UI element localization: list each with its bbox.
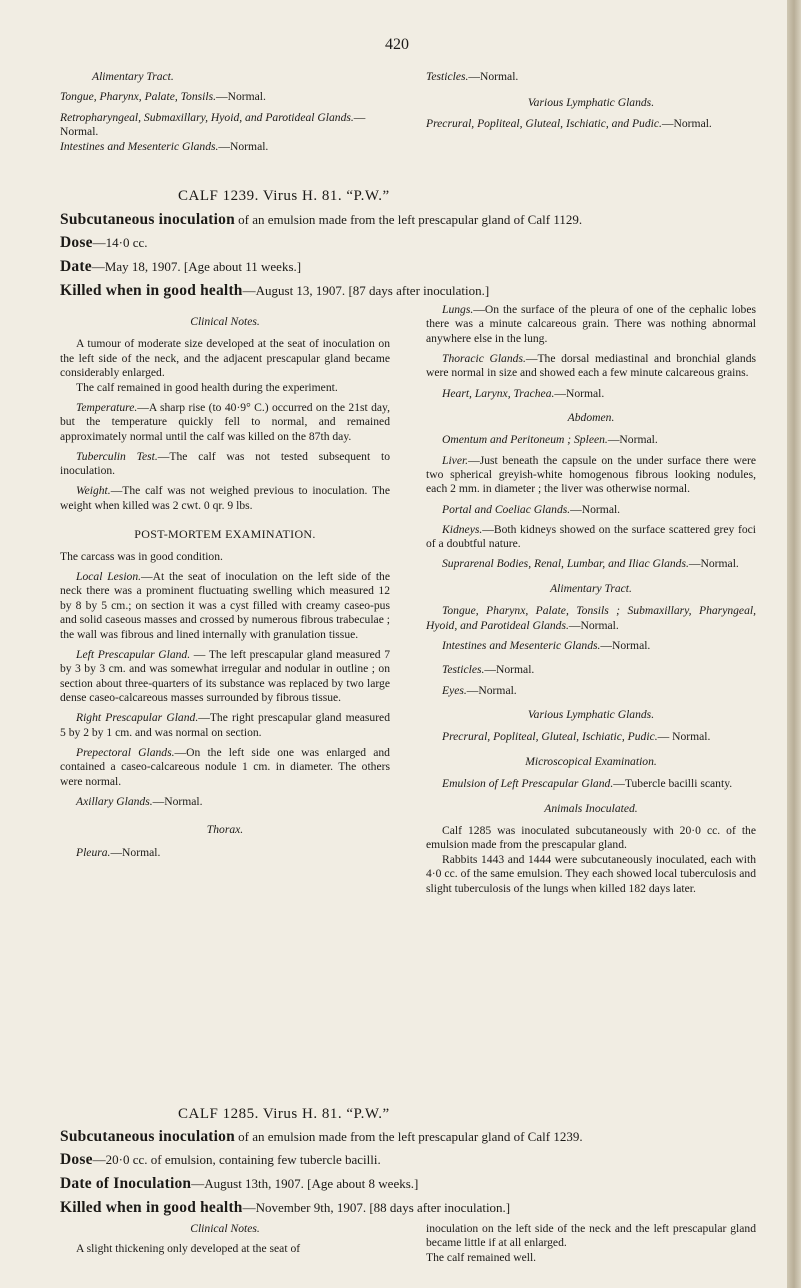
- paragraph: Lungs.—On the surface of the pleura of one of the cephalic lobes there was a minute calcareous grain. There was nothing abnormal anywhere else in the lung.: [426, 303, 756, 345]
- paragraph: Testicles.—Normal.: [442, 663, 535, 677]
- abdomen-heading: Abdomen.: [567, 411, 615, 425]
- paragraph: Local Lesion.—At the seat of inoculation on the left side of the neck there was a prominent fluctuating swelling which measured 12 by 8 by 5 cm.; on section it was a cyst filled with creamy caseo-pus and solid caseous masses and crossed by numerous fibrous trabeculae ; the wall was fibrous and lined internally with granulation tissue.: [60, 569, 390, 641]
- paragraph: A tumour of moderate size developed at the seat of inoculation on the left side of the neck, and the adjacent prescapular gland became considerably enlarged.: [60, 337, 390, 380]
- alimentary-tract-heading: Alimentary Tract.: [550, 581, 632, 595]
- calf-1239-right-column: [426, 303, 756, 902]
- animals-inoculated-heading: Animals Inoculated.: [544, 801, 638, 815]
- killed-line: Killed when in good health—August 13, 1907. [87 days after inoculation.]: [60, 282, 490, 299]
- paragraph: inoculation on the left side of the neck and the left prescapular gland became little if at all enlarged.: [426, 1222, 756, 1250]
- paragraph: Eyes.—Normal.: [442, 683, 517, 697]
- killed-line: Killed when in good health—November 9th, 1907. [88 days after inoculation.]: [60, 1199, 511, 1216]
- paragraph: Kidneys.—Both kidneys showed on the surface scattered grey foci of a doubtful nature.: [426, 522, 756, 551]
- paragraph: Axillary Glands.—Normal.: [76, 794, 203, 808]
- paragraph: Precrural, Popliteal, Gluteal, Ischiatic, and Pudic.—Normal.: [426, 116, 712, 130]
- paragraph: Tongue, Pharynx, Palate, Tonsils ; Submaxillary, Pharyngeal, Hyoid, and Parotideal Glands.—Normal.: [426, 604, 756, 632]
- calf-1285-title: CALF 1285. Virus H. 81. “P.W.”: [178, 1106, 390, 1122]
- paragraph: Rabbits 1443 and 1444 were subcutaneously inoculated, each with 4·0 cc. of the same emulsion. They each showed local tuberculosis and slight tuberculosis of the lungs when killed 182 days later.: [426, 852, 756, 895]
- paragraph: Temperature.—A sharp rise (to 40·9° C.) occurred on the 21st day, but the temperature quickly fell to normal, and remained approximately normal until the calf was killed on the 87th day.: [60, 400, 390, 443]
- paragraph: Retropharyngeal, Submaxillary, Hyoid, and Parotideal Glands.—Normal.: [60, 110, 366, 139]
- paragraph: Suprarenal Bodies, Renal, Lumbar, and Iliac Glands.—Normal.: [442, 557, 739, 571]
- paragraph: Liver.—Just beneath the capsule on the under surface there were two spherical greyish-white homogenous fibrous looking nodules, each 2 mm. in diameter ; the liver was otherwise normal.: [426, 453, 756, 496]
- paragraph: Prepectoral Glands.—On the left side one was enlarged and contained a caseo-calcareous nodule 1 cm. in diameter. The others were normal.: [60, 745, 390, 788]
- date-line: Date of Inoculation—August 13th, 1907. [Age about 8 weeks.]: [60, 1175, 419, 1192]
- dose-line: Dose—14·0 cc.: [60, 234, 148, 251]
- paragraph: Left Prescapular Gland. — The left prescapular gland measured 7 by 3 by 3 cm. and was somewhat irregular and nodular in outline ; on section about three-quarters of its substance was replaced by two large dense caseo-calcareous masses surrounded by fibrous tissue.: [60, 647, 390, 704]
- microscopical-heading: Microscopical Examination.: [525, 754, 657, 768]
- paragraph: Intestines and Mesenteric Glands.—Normal.: [60, 139, 269, 153]
- clinical-notes-heading: Clinical Notes.: [190, 315, 260, 328]
- paragraph: The carcass was in good condition.: [60, 549, 223, 563]
- paragraph: The calf remained well.: [426, 1250, 537, 1264]
- top-right-column: [426, 70, 756, 137]
- subcutaneous-line: Subcutaneous inoculation of an emulsion made from the left prescapular gland of Calf 1129.: [60, 211, 583, 228]
- paragraph: Tongue, Pharynx, Palate, Tonsils.—Normal.: [60, 90, 266, 104]
- paragraph: A slight thickening only developed at the seat of: [76, 1242, 301, 1256]
- paragraph: Intestines and Mesenteric Glands.—Normal.: [442, 638, 651, 652]
- top-left-column: [60, 70, 390, 160]
- paragraph: Weight.—The calf was not weighed previous to inoculation. The weight when killed was 2 cwt. 0 qr. 9 lbs.: [60, 484, 390, 512]
- paragraph: The calf remained in good health during the experiment.: [76, 380, 338, 394]
- paragraph: Precrural, Popliteal, Gluteal, Ischiatic, Pudic.— Normal.: [442, 730, 711, 744]
- lymphatic-heading: Various Lymphatic Glands.: [527, 96, 655, 110]
- calf-1239-left-column: [60, 305, 390, 866]
- thorax-heading: Thorax.: [206, 823, 244, 837]
- post-mortem-heading: POST-MORTEM EXAMINATION.: [134, 527, 316, 542]
- paragraph: Heart, Larynx, Trachea.—Normal.: [442, 386, 605, 400]
- date-line: Date—May 18, 1907. [Age about 11 weeks.]: [60, 258, 302, 275]
- lymphatic-heading: Various Lymphatic Glands.: [527, 707, 655, 721]
- paragraph: Omentum and Peritoneum ; Spleen.—Normal.: [442, 433, 658, 447]
- calf-1239-title: CALF 1239. Virus H. 81. “P.W.”: [178, 188, 390, 204]
- paragraph: Portal and Coeliac Glands.—Normal.: [442, 502, 621, 516]
- calf-1285-right-column: [426, 1222, 756, 1271]
- page-edge: [787, 0, 801, 1288]
- calf-1285-left-column: [60, 1222, 390, 1263]
- paragraph: Testicles.—Normal.: [426, 70, 519, 83]
- paragraph: Emulsion of Left Prescapular Gland.—Tubercle bacilli scanty.: [442, 777, 733, 791]
- clinical-notes-heading: Clinical Notes.: [190, 1222, 260, 1235]
- page-number: 420: [385, 36, 409, 53]
- paragraph: Thoracic Glands.—The dorsal mediastinal and bronchial glands were normal in size and showed each a few minute calcareous grains.: [426, 352, 757, 380]
- paragraph: Right Prescapular Gland.—The right prescapular gland measured 5 by 2 by 1 cm. and was normal on section.: [60, 711, 390, 739]
- paragraph: Pleura.—Normal.: [76, 845, 161, 859]
- subcutaneous-line: Subcutaneous inoculation of an emulsion made from the left prescapular gland of Calf 1239.: [60, 1128, 583, 1145]
- paragraph: Calf 1285 was inoculated subcutaneously with 20·0 cc. of the emulsion made from the prescapular gland.: [426, 823, 756, 852]
- alimentary-tract-heading: Alimentary Tract.: [92, 70, 174, 83]
- dose-line: Dose—20·0 cc. of emulsion, containing few tubercle bacilli.: [60, 1151, 381, 1168]
- paragraph: Tuberculin Test.—The calf was not tested subsequent to inoculation.: [60, 449, 391, 478]
